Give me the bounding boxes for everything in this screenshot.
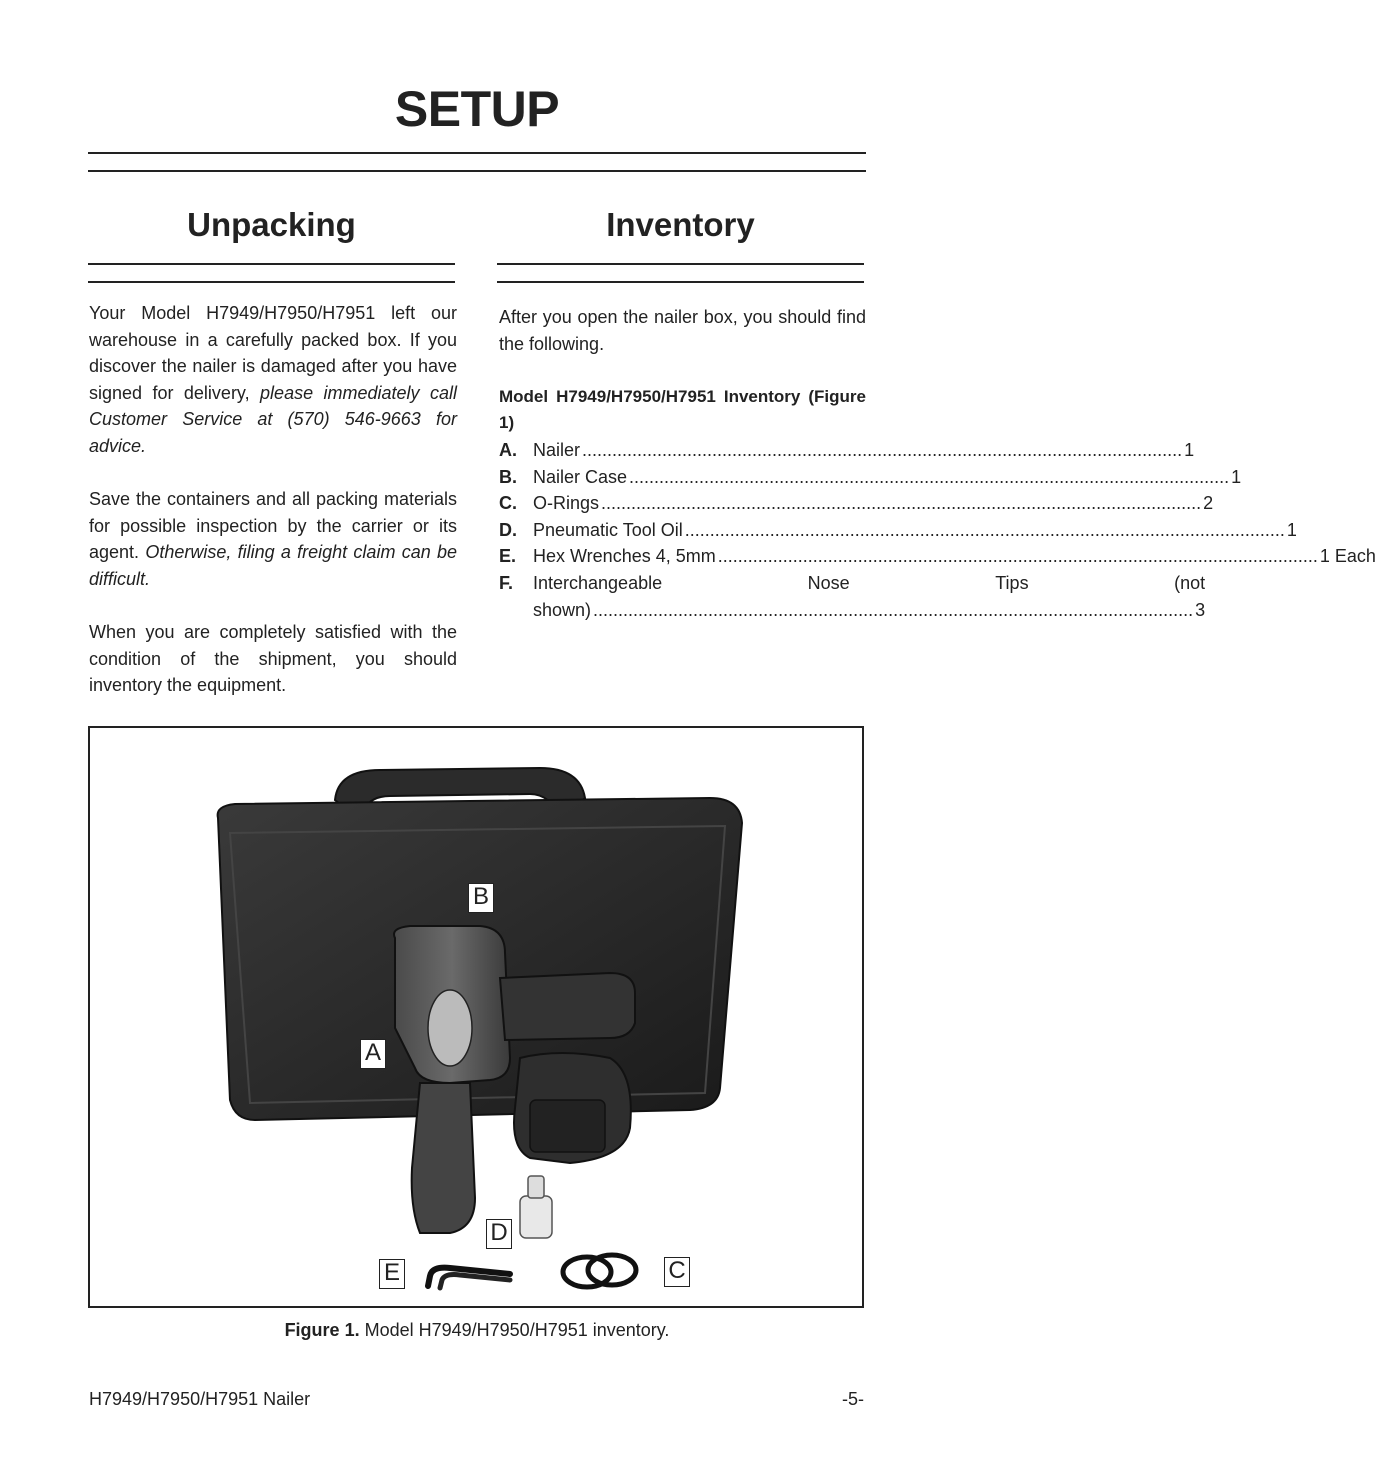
item-label: Hex Wrenches 4, 5mm (533, 546, 716, 567)
unpacking-paragraph-3: When you are completely satisfied with the condition of the shipment, you should inventory the equipment. (89, 622, 457, 696)
figure-label-d: D (486, 1219, 512, 1249)
item-label-word: Nose (807, 572, 850, 593)
item-label: O-Rings (533, 493, 600, 514)
inventory-item (499, 437, 1195, 464)
item-quantity: 1 (1286, 519, 1297, 540)
item-label-word: Interchangeable (533, 572, 663, 593)
inventory-item (499, 464, 1242, 491)
unpacking-p1-italic: please immediately call Customer Service at (570) 546-9663 for advice. (89, 382, 457, 456)
item-letter: D. (499, 519, 517, 540)
page-title: SETUP (394, 81, 560, 137)
dot-leader (601, 490, 1201, 517)
caption-text: Model H7949/H7950/H7951 inventory. (359, 1320, 670, 1340)
inventory-heading: Inventory (606, 206, 755, 243)
footer-model: H7949/H7950/H7951 Nailer (89, 1389, 311, 1409)
unpacking-heading: Unpacking (187, 206, 356, 243)
dot-leader (593, 597, 1193, 624)
item-quantity: 2 (1203, 493, 1214, 514)
unpacking-paragraph-1 (89, 300, 457, 460)
unpacking-p2-italic: Otherwise, filing a freight claim can be difficult. (89, 542, 458, 589)
dot-leader (718, 543, 1318, 570)
item-letter: C. (499, 493, 517, 514)
item-label: Nailer (533, 439, 581, 460)
item-label: Pneumatic Tool Oil (533, 519, 683, 540)
inventory-list-title: Model H7949/H7950/H7951 Inventory (Figure 1) (499, 386, 866, 433)
unpacking-rule-top (88, 263, 455, 265)
unpacking-p2-text: Save the containers and all packing materials for possible inspection by the carrier or its agent. (89, 489, 457, 563)
figure-1 (88, 726, 864, 1308)
hex-wrenches (428, 1268, 510, 1288)
inventory-item (499, 543, 1376, 570)
item-quantity: 1 Each (1319, 546, 1376, 567)
figure-label-b: B (468, 883, 494, 913)
item-quantity: 3 (1195, 599, 1206, 620)
oil-bottle (520, 1176, 552, 1238)
item-letter: A. (499, 439, 517, 460)
figure-caption (0, 1320, 954, 1341)
o-rings (563, 1255, 636, 1287)
dot-leader (685, 517, 1285, 544)
dot-leader (629, 464, 1229, 491)
item-label-word: Tips (995, 572, 1029, 593)
inventory-rule-top (497, 263, 864, 265)
figure-label-a: A (360, 1039, 386, 1069)
inventory-body (499, 304, 1376, 623)
item-quantity: 1 (1184, 439, 1195, 460)
inventory-item (499, 570, 1206, 623)
unpacking-paragraph-2 (89, 486, 457, 592)
item-letter: F. (499, 572, 514, 593)
title-rule-bottom (88, 170, 866, 172)
inventory-item (499, 517, 1297, 544)
dot-leader (582, 437, 1182, 464)
item-letter: B. (499, 466, 517, 487)
item-label: Nailer Case (533, 466, 628, 487)
figure-label-e: E (379, 1259, 405, 1289)
inventory-rule-bottom (497, 281, 864, 283)
inventory-photo (90, 728, 862, 1306)
item-label: shown) (533, 599, 592, 620)
item-label-word: (not (1174, 572, 1206, 593)
title-rule-top (88, 152, 866, 154)
unpacking-rule-bottom (88, 281, 455, 283)
page-number: -5- (842, 1389, 864, 1409)
unpacking-body (89, 300, 457, 726)
item-quantity: 1 (1231, 466, 1242, 487)
inventory-intro: After you open the nailer box, you should find the following. (499, 307, 866, 354)
figure-label-c: C (664, 1257, 690, 1287)
caption-label: Figure 1. (284, 1320, 360, 1340)
unpacking-p1-text: Your Model H7949/H7950/H7951 left our warehouse in a carefully packed box. If you discover the nailer is damaged after you have signed for delivery, (89, 303, 457, 403)
item-letter: E. (499, 546, 517, 567)
inventory-item (499, 490, 1214, 517)
